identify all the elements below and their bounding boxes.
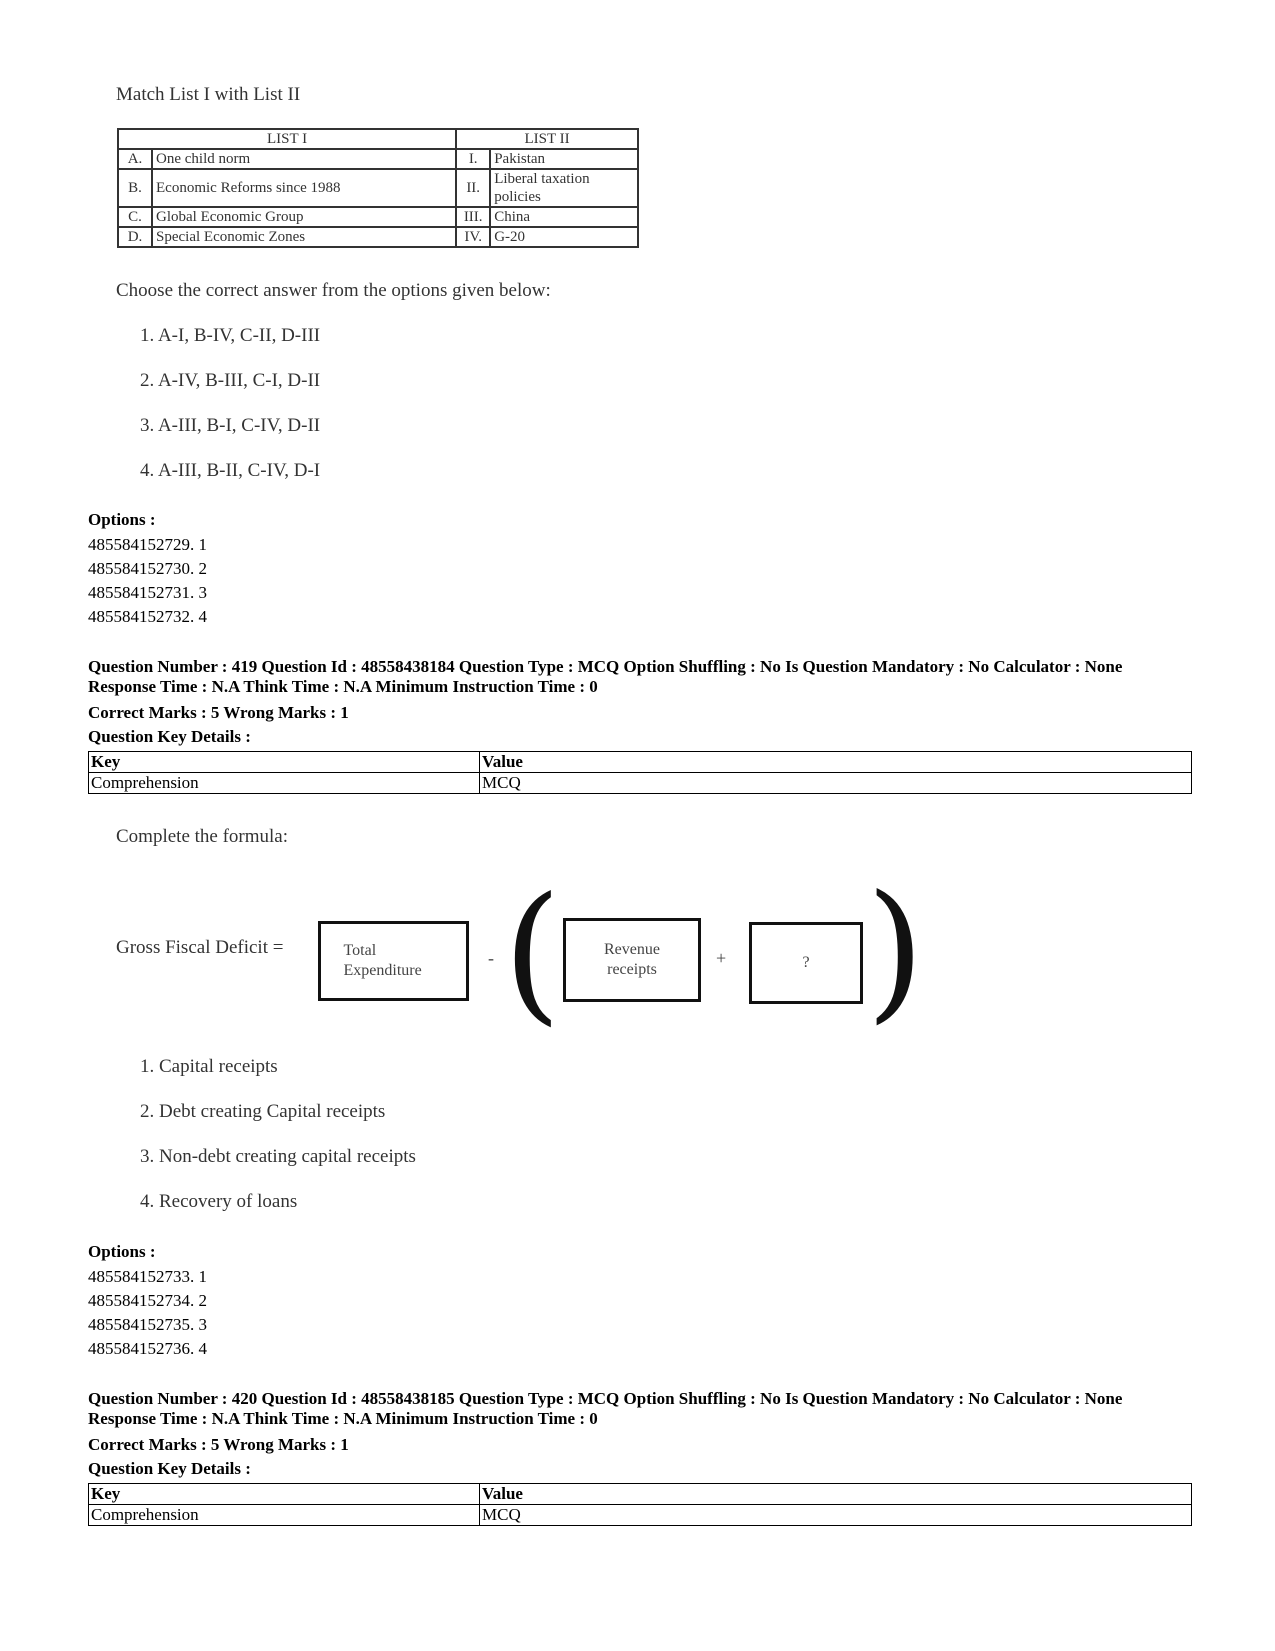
option-item: 485584152731. 3 [88,583,207,602]
option-item: 485584152735. 3 [88,1315,207,1334]
option-item: 485584152729. 1 [88,535,207,554]
question-marks: Correct Marks : 5 Wrong Marks : 1 [88,1435,349,1454]
choice-item: 4. A-III, B-II, C-IV, D-I [140,460,321,481]
list1-item: Global Economic Group [152,207,456,227]
formula-open-paren: ( [503,866,562,1040]
key-header: Key [89,1484,480,1505]
question-meta-line1: Question Number : 419 Question Id : 48558438184 Question Type : MCQ Option Shuffling : No Is Question Mandatory : No Calculator : None [88,657,1123,676]
question-meta [88,657,1122,697]
list1-key: D. [118,227,152,247]
key-cell: Comprehension [89,773,480,794]
list2-item: Pakistan [490,149,638,169]
key-details-label: Question Key Details : [88,1459,251,1478]
list1-key: C. [118,207,152,227]
question-meta-line1: Question Number : 420 Question Id : 48558438185 Question Type : MCQ Option Shuffling : No Is Question Mandatory : No Calculator : None [88,1389,1123,1408]
value-cell: MCQ [480,773,1192,794]
formula-box-revenue-receipts: Revenue receipts [563,918,701,1002]
key-cell: Comprehension [89,1505,480,1526]
list2-header: LIST II [456,129,638,149]
options-list [88,1265,207,1361]
list1-item: Special Economic Zones [152,227,456,247]
choice-item: 3. Non-debt creating capital receipts [140,1146,416,1167]
list1-item: Economic Reforms since 1988 [152,169,456,207]
list1-header: LIST I [118,129,456,149]
list1-key: B. [118,169,152,207]
key-details-table [88,1483,1192,1526]
choice-item: 2. A-IV, B-III, C-I, D-II [140,370,321,391]
options-label: Options : [88,510,156,529]
formula-box-total-expenditure: Total Expenditure [318,921,469,1001]
formula-lhs: Gross Fiscal Deficit = [116,937,284,958]
q418-instruction: Choose the correct answer from the options given below: [116,280,551,301]
option-item: 485584152734. 2 [88,1291,207,1310]
list2-key: I. [456,149,490,169]
key-details-label: Question Key Details : [88,727,251,746]
value-header: Value [480,752,1192,773]
question-meta-line2: Response Time : N.A Think Time : N.A Minimum Instruction Time : 0 [88,677,598,696]
options-list [88,533,207,629]
q419-prompt: Complete the formula: [116,826,289,847]
q418-prompt: Match List I with List II [116,84,301,105]
question-meta [88,1389,1122,1429]
value-cell: MCQ [480,1505,1192,1526]
list2-key: II. [456,169,490,207]
list2-item: China [490,207,638,227]
choice-item: 2. Debt creating Capital receipts [140,1101,386,1122]
list2-item: G-20 [490,227,638,247]
list2-key: III. [456,207,490,227]
formula-close-paren: ) [866,864,925,1038]
list1-item: One child norm [152,149,456,169]
formula-minus: - [488,948,494,968]
key-details-table [88,751,1192,794]
list2-item: Liberal taxation policies [490,169,638,207]
list2-key: IV. [456,227,490,247]
choice-item: 1. A-I, B-IV, C-II, D-III [140,325,321,346]
option-item: 485584152733. 1 [88,1267,207,1286]
question-marks: Correct Marks : 5 Wrong Marks : 1 [88,703,349,722]
key-header: Key [89,752,480,773]
option-item: 485584152736. 4 [88,1339,207,1358]
formula-plus: + [716,948,727,968]
question-meta-line2: Response Time : N.A Think Time : N.A Minimum Instruction Time : 0 [88,1409,598,1428]
option-item: 485584152732. 4 [88,607,207,626]
choice-item: 3. A-III, B-I, C-IV, D-II [140,415,321,436]
formula-box-unknown: ? [749,922,863,1004]
list1-key: A. [118,149,152,169]
choice-item: 4. Recovery of loans [140,1191,298,1212]
value-header: Value [480,1484,1192,1505]
option-item: 485584152730. 2 [88,559,207,578]
match-list-table [117,128,639,248]
choice-item: 1. Capital receipts [140,1056,278,1077]
options-label: Options : [88,1242,156,1261]
